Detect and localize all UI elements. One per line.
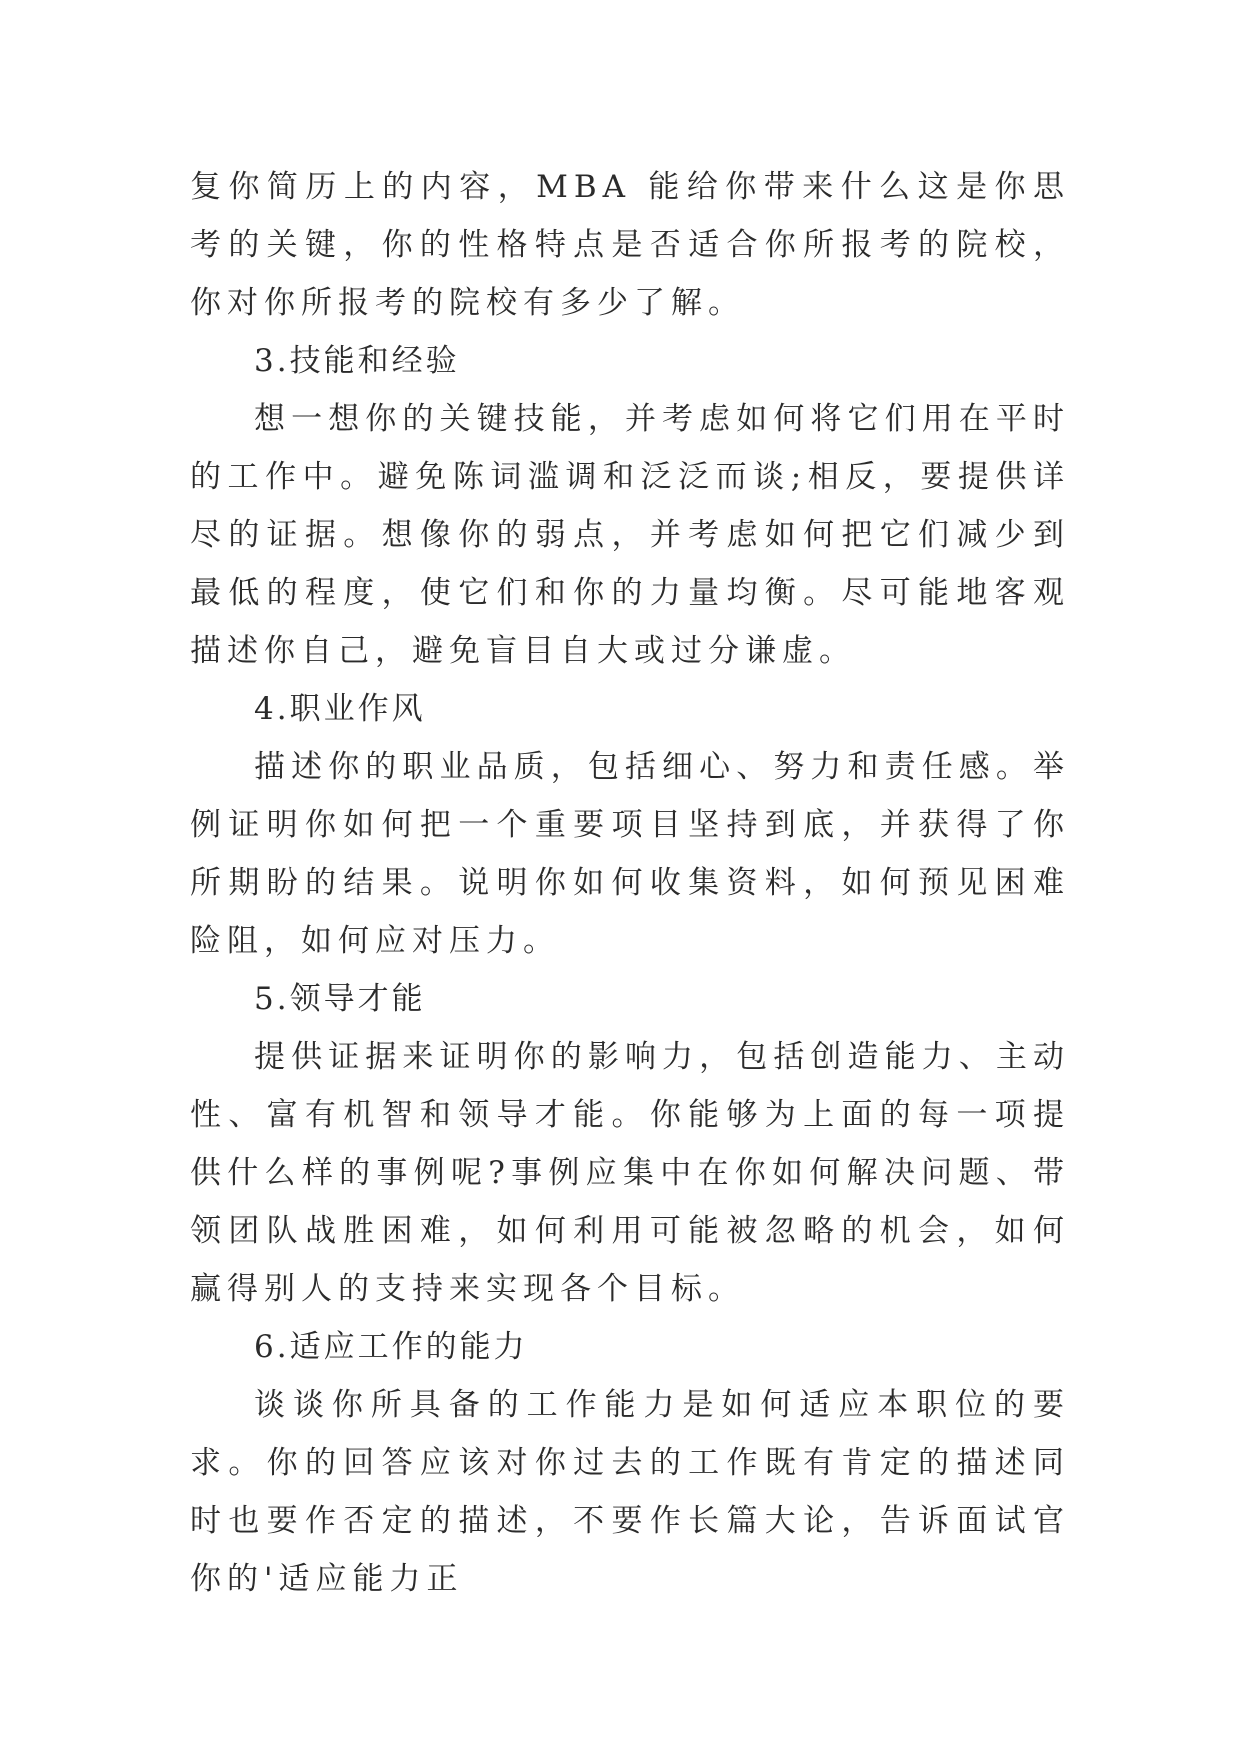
paragraph-intro-continued: 复你简历上的内容，MBA 能给你带来什么这是你思考的关键，你的性格特点是否适合你所报考的院校，你对你所报考的院校有多少了解。 [190,169,1070,321]
paragraph-skills-experience: 想一想你的关键技能，并考虑如何将它们用在平时的工作中。避免陈词滥调和泛泛而谈;相反，要提供详尽的证据。想像你的弱点，并考虑如何把它们减少到最低的程度，使它们和你的力量均衡。尽可能地客观描述你自己，避免盲目自大或过分谦虚。 [190,401,1070,669]
heading-work-style: 4.职业作风 [254,691,426,727]
document-body [190,158,1070,1608]
paragraph-work-style: 描述你的职业品质，包括细心、努力和责任感。举例证明你如何把一个重要项目坚持到底，并获得了你所期盼的结果。说明你如何收集资料，如何预见困难险阻，如何应对压力。 [190,749,1070,959]
heading-skills-experience: 3.技能和经验 [254,343,460,379]
heading-adaptability: 6.适应工作的能力 [254,1329,528,1365]
heading-leadership: 5.领导才能 [254,981,426,1017]
paragraph-adaptability: 谈谈你所具备的工作能力是如何适应本职位的要求。你的回答应该对你过去的工作既有肯定的描述同时也要作否定的描述，不要作长篇大论，告诉面试官你的'适应能力正 [190,1387,1070,1597]
paragraph-leadership: 提供证据来证明你的影响力，包括创造能力、主动性、富有机智和领导才能。你能够为上面的每一项提供什么样的事例呢?事例应集中在你如何解决问题、带领团队战胜困难，如何利用可能被忽略的机会，如何赢得别人的支持来实现各个目标。 [190,1039,1070,1307]
